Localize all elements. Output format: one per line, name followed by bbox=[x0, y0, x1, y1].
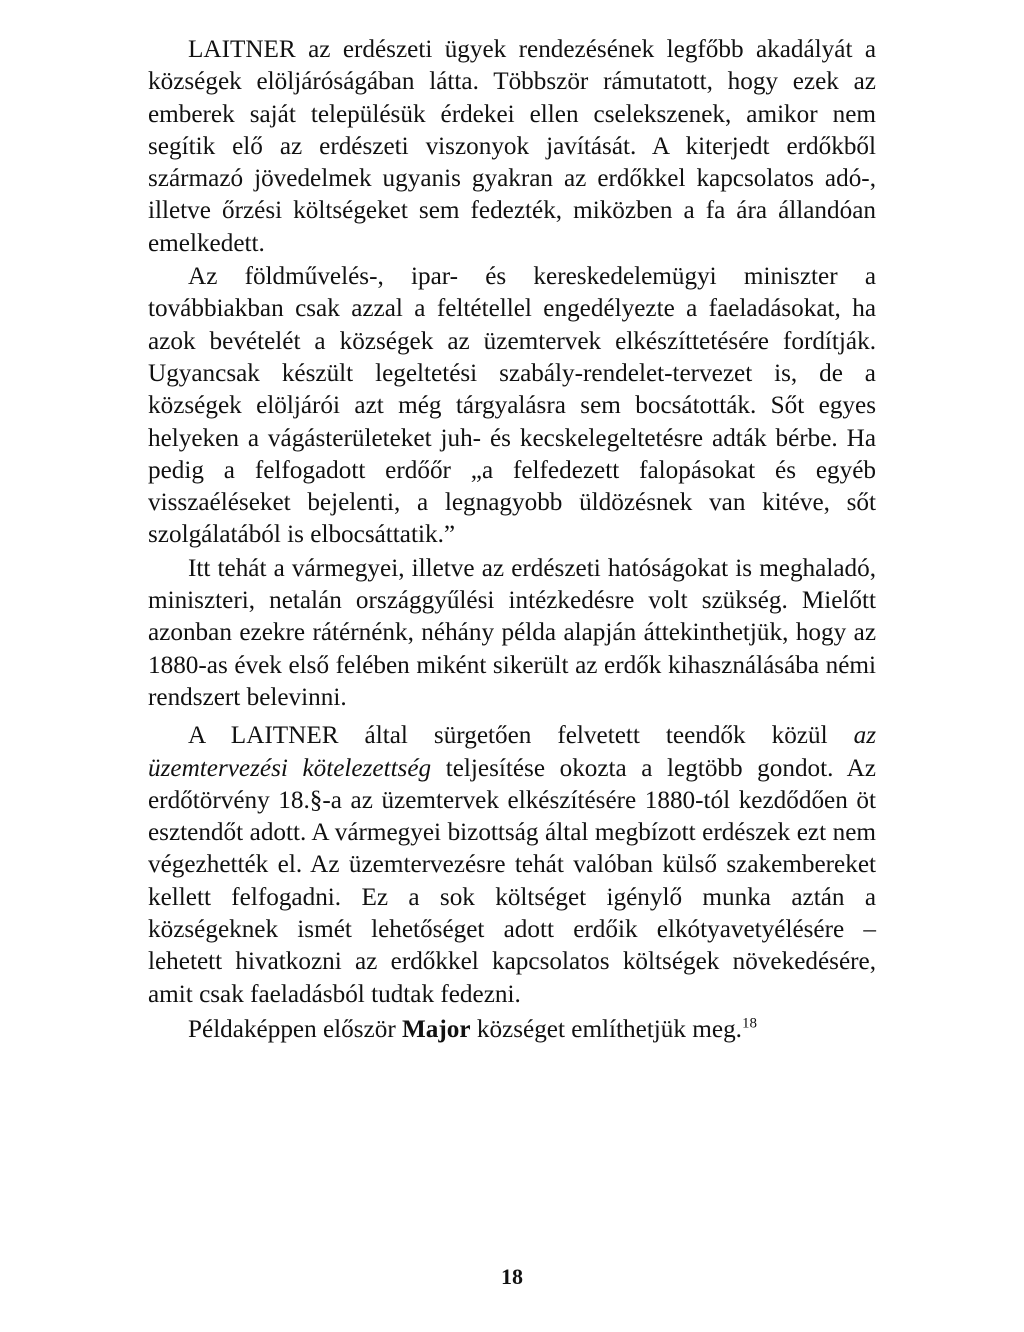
page-number: 18 bbox=[501, 1264, 523, 1289]
text-segment: Példaképpen először bbox=[188, 1015, 403, 1043]
paragraph-ministerial-measures: Itt tehát a vármegyei, illetve az erdészeti hatóságokat is meghaladó, miniszteri, netalán országgyűlési intézkedésre volt szükség. Mielőtt azonban ezekre rátérnénk, néhány példa alapján áttekinthetjük, hogy az 1880-as évek első felében miként sikerült az erdők kihasználásába némi rendszert belevinni. bbox=[148, 554, 876, 711]
document-page bbox=[148, 34, 876, 1046]
paragraph-planning-obligation bbox=[148, 720, 876, 1011]
text-segment: községet említhetjük meg. bbox=[470, 1015, 742, 1043]
italic-term: az üzemtervezési kötelezettség bbox=[148, 722, 876, 782]
paragraph-laitner-obstacles: LAITNER az erdészeti ügyek rendezésének legfőbb akadályát a községek elöljáróságában látta. Többször rámutatott, hogy ezek az emberek saját településük érdekei ellen cselekszenek, amikor nem segítik elő az erdészeti viszonyok javítását. A kiterjedt erdőkből származó jövedelmek ugyanis gyakran az erdőkkel kapcsolatos adó-, illetve őrzési költségeket sem fedezték, miközben a fa ára állandóan emelkedett. bbox=[148, 36, 876, 257]
paragraph-example-major bbox=[148, 1014, 876, 1046]
paragraph-minister-conditions: Az földművelés-, ipar- és kereskedelemügyi miniszter a továbbiakban csak azzal a feltétellel engedélyezte a faeladásokat, ha azok bevételét a községek az üzemtervek elkészíttetésére fordítják. Ugyancsak készült legeltetési szabály-rendelet-tervezet is, de a községek elöljárói azt még tárgyalásra sem bocsátották. Sőt egyes helyeken a vágásterületeket juh- és kecskelegeltetésre adták bérbe. Ha pedig a felfogadott erdőőr „a felfedezett falopásokat és egyéb visszaéléseket bejelenti, a legnagyobb üldözésnek van kitéve, sőt szolgálatából is elbocsáttatik.” bbox=[148, 263, 876, 549]
text-segment: A LAITNER által sürgetően felvetett teendők közül bbox=[188, 722, 854, 750]
text-segment: teljesítése okozta a legtöbb gondot. Az erdőtörvény 18.§-a az üzemtervek elkészítésére 1880-tól kezdődően öt esztendőt adott. A vármegyei bizottság által megbízott erdészek ezt nem végezhették el. Az üzemtervezésre tehát valóban külső szakembereket kellett felfogadni. Ez a sok költséget igénylő munka aztán a községeknek ismét lehetőséget adott erdőik elkótyavetyélésére – lehetett hivatkozni az erdőkkel kapcsolatos költségek növekedésére, amit csak faeladásból tudtak fedezni. bbox=[148, 754, 876, 1008]
footnote-marker: 18 bbox=[741, 1015, 757, 1032]
bold-place-name: Major bbox=[402, 1015, 471, 1043]
